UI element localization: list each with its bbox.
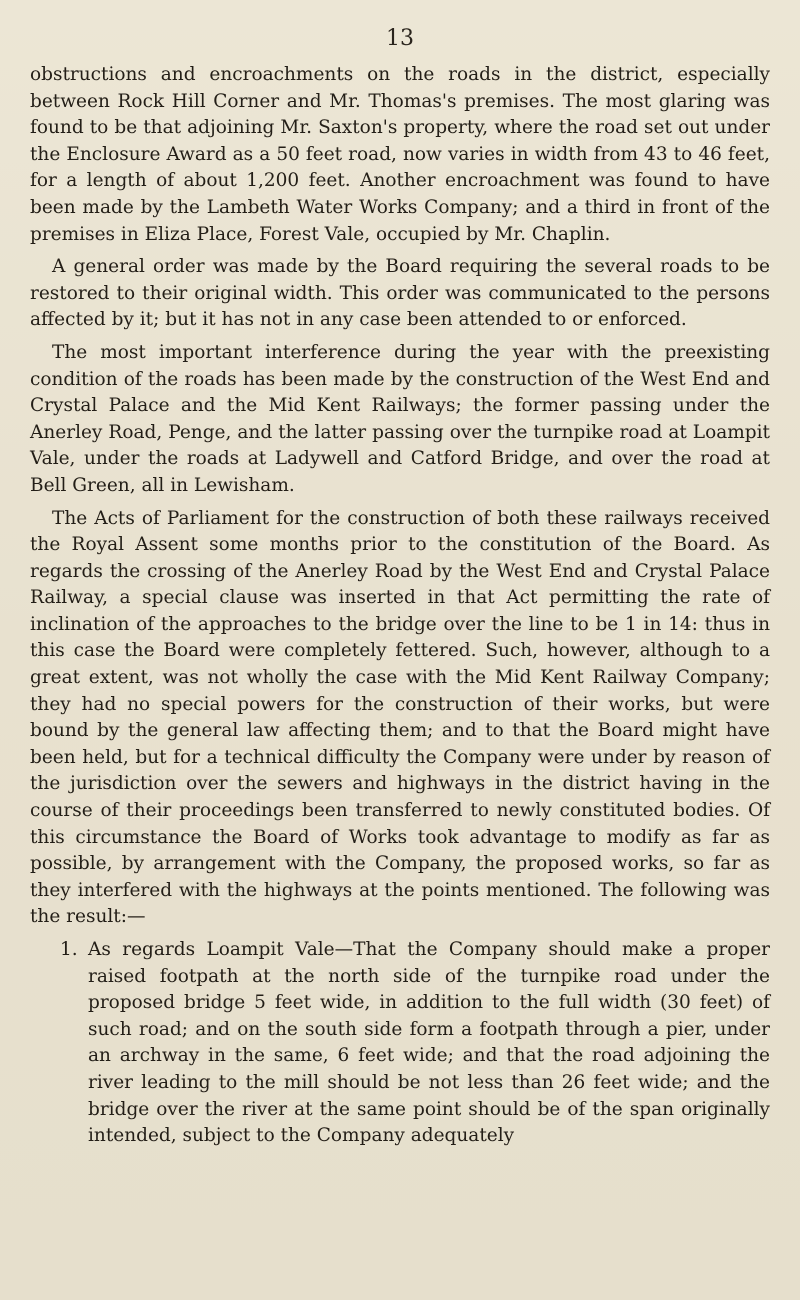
paragraph: The Acts of Parliament for the construction of both these railways received the Royal Assent some months prior to the constitution of the Board. As regards the crossing of the Anerley Road by the West End and Crystal Palace Railway, a special clause was inserted in that Act permitting the rate of inclination of the approaches to the bridge over the line to be 1 in 14: thus in this case the Board were completely fettered. Such, however, although to a great extent, was not wholly the case with the Mid Kent Railway Company; they had no special powers for the construction of their works, but were bound by the general law affecting them; and to that the Board might have been held, but for a technical difficulty the Company were under by reason of the jurisdiction over the sewers and highways in the district having in the course of their proceedings been transferred to newly constituted bodies. Of this circumstance the Board of Works took advantage to modify as far as possible, by arrangement with the Company, the proposed works, so far as they interfered with the highways at the points mentioned. The following was the result:— — [30, 507, 770, 928]
list-item — [30, 937, 770, 1150]
list-item-number: 1. — [60, 939, 78, 960]
paragraph-continued: obstructions and encroachments on the roads in the district, especially between Rock Hill Corner and Mr. Thomas's premises. The most glaring was found to be that adjoining Mr. Saxton's property, where the road set out under the Enclosure Award as a 50 feet road, now varies in width from 43 to 46 feet, for a length of about 1,200 feet. Another encroachment was found to have been made by the Lambeth Water Works Company; and a third in front of the premises in Eliza Place, Forest Vale, occupied by Mr. Chaplin. — [30, 64, 770, 245]
paragraph: The most important interference during the year with the preexisting condition of the roads has been made by the construction of the West End and Crystal Palace and the Mid Kent Railways; the former passing under the Anerley Road, Penge, and the latter passing over the turnpike road at Loampit Vale, under the roads at Ladywell and Catford Bridge, and over the road at Bell Green, all in Lewisham. — [30, 341, 770, 496]
list-item-text: As regards Loampit Vale—That the Company should make a proper raised footpath at the north side of the turnpike road under the proposed bridge 5 feet wide, in addition to the full width (30 feet) of such road; and on the south side form a footpath through a pier, under an archway in the same, 6 feet wide; and that the road adjoining the river leading to the mill should be not less than 26 feet wide; and the bridge over the river at the same point should be of the span originally intended, subject to the Company adequately — [88, 939, 770, 1147]
body-text — [30, 62, 770, 1150]
page-number: 13 — [386, 26, 414, 51]
paragraph: A general order was made by the Board requiring the several roads to be restored to their original width. This order was communicated to the persons affected by it; but it has not in any case been attended to or enforced. — [30, 256, 770, 331]
